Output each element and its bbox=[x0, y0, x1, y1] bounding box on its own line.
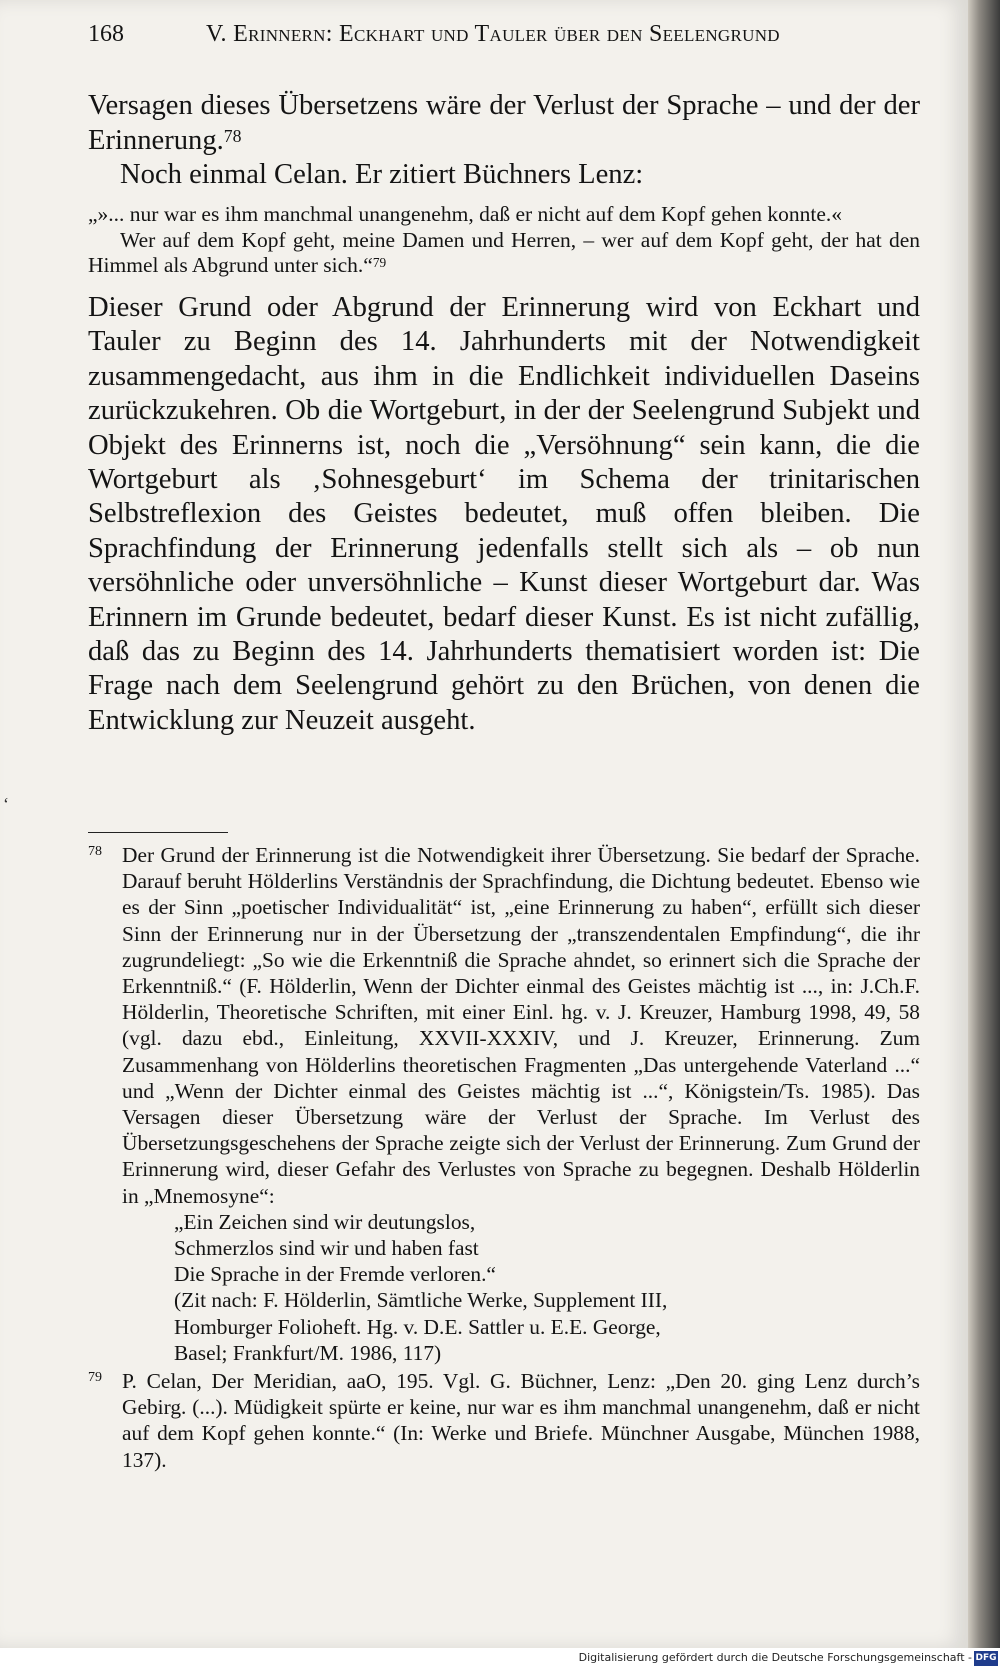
book-spine-edge bbox=[968, 0, 1000, 1648]
poem-citation-line: Homburger Folioheft. Hg. v. D.E. Sattler u. E.E. George, bbox=[174, 1314, 661, 1339]
footnote-ref-78[interactable]: 78 bbox=[223, 126, 242, 147]
funding-credit: Digitalisierung gefördert durch die Deutsche Forschungsgemeinschaft - bbox=[578, 1651, 972, 1664]
paragraph-3: Dieser Grund oder Abgrund der Erinnerung wird von Eckhart und Tauler zu Beginn des 14. Jahrhunderts mit der Notwendigkeit zusammengedacht, aus ihm in die Endlichkeit individuellen Daseins zurückzukehren. Ob die Wortgeburt, in der der Seelengrund Subjekt und Objekt des Erinnerns ist, noch die „Versöhnung“ sein kann, die die Wortgeburt als ‚Sohnesgeburt‘ im Schema der trinitarischen Selbstreflexion des Geistes bedeutet, muß offen bleiben. Die Sprachfindung der Erinnerung jedenfalls stellt sich als – ob nun versöhnliche oder unversöhnliche – Kunst dieser Wortgeburt dar. Was Erinnern im Grunde bedeutet, bedarf dieser Kunst. Es ist nicht zufällig, daß das zu Beginn des 14. Jahrhunderts thematisiert worden ist: Die Frage nach dem Seelengrund gehört zu den Brüchen, von denen die Entwicklung zur Neuzeit ausgeht. bbox=[88, 292, 920, 736]
footnote-separator bbox=[88, 832, 228, 833]
main-text bbox=[88, 89, 920, 738]
dfg-logo: DFG bbox=[974, 1651, 998, 1666]
footnote-number: 79 bbox=[88, 1370, 102, 1386]
poem-line: Die Sprache in der Fremde verloren.“ bbox=[174, 1262, 496, 1287]
running-title: V. Erinnern: Eckhart und Tauler über den Seelengrund bbox=[206, 21, 780, 47]
footnotes bbox=[88, 842, 920, 1473]
paragraph-2: Noch einmal Celan. Er zitiert Büchners Lenz: bbox=[120, 159, 644, 190]
footnote-text: Der Grund der Erinnerung ist die Notwendigkeit ihrer Übersetzung. Sie bedarf der Sprache. Darauf beruht Hölderlins Verständnis der Sprachfindung, die Dichtung bedeutet. Ebenso wie es der Sinn „poetischer Individualität“ ist, „eine Erinnerung zu haben“, erfüllt sich dieser Sinn der Erinnerung nur in der Übersetzung der „transzendentalen Empfindung“, die ihr zugrundeliegt: „So wie die Erkenntniß die Sprache ahndet, so erinnert sich die Sprache der Erkenntniß.“ (F. Hölderlin, Wenn der Dichter einmal des Geistes mächtig ist ..., in: J.Ch.F. Hölderlin, Theoretische Schriften, mit einer Einl. hg. v. J. Kreuzer, Hamburg 1998, 49, 58 (vgl. dazu ebd., Einleitung, XXVII-XXXIV, und J. Kreuzer, Erinnerung. Zum Zusammenhang von Hölderlins theoretischen Fragmenten „Das untergehende Vaterland ...“ und „Wenn der Dichter einmal des Geistes mächtig ist ...“, Königstein/Ts. 1985). Das Versagen dieser Übersetzung wäre der Verlust der Sprache. Im Verlust des Übersetzungsgeschehens der Sprache zeigte sich der Verlust der Erinnerung. Zum Grund der Erinnerung wird, dieser Gefahr des Verlustes von Sprache zu begegnen. Deshalb Hölderlin in „Mnemosyne“: bbox=[122, 843, 920, 1208]
page-number: 168 bbox=[88, 21, 124, 47]
page-header bbox=[88, 21, 918, 51]
footnote-78 bbox=[88, 842, 920, 1366]
poem-line: „Ein Zeichen sind wir deutungslos, bbox=[174, 1209, 476, 1234]
paragraph-1: Versagen dieses Übersetzens wäre der Verlust der Sprache – und der der Erinnerung.$^{78}$ bbox=[88, 90, 920, 156]
credit-bar bbox=[0, 1648, 1000, 1670]
poem-line: Schmerzlos sind wir und haben fast bbox=[174, 1236, 479, 1261]
footnote-79 bbox=[88, 1368, 920, 1473]
block-quote-2: Wer auf dem Kopf geht, meine Damen und Herren, – wer auf dem Kopf geht, der hat den Himmel als Abgrund unter sich.“$^{79}$ bbox=[88, 228, 920, 277]
poem-citation-line: (Zit nach: F. Hölderlin, Sämtliche Werke, Supplement III, bbox=[174, 1288, 668, 1313]
block-quote-1: „»... nur war es ihm manchmal unangenehm, daß er nicht auf dem Kopf gehen konnte.« bbox=[88, 201, 843, 226]
margin-mark: ‘ bbox=[3, 794, 9, 814]
footnote-number: 78 bbox=[88, 844, 102, 859]
poem-citation-line: Basel; Frankfurt/M. 1986, 117) bbox=[174, 1340, 442, 1365]
footnote-text: P. Celan, Der Meridian, aaO, 195. Vgl. G. Büchner, Lenz: „Den 20. ging Lenz durch’s Gebirg. (...). Müdigkeit spürte er keine, nur war es ihm manchmal unangenehm, daß er nicht auf dem Kopf gehen konnte.“ (In: Werke und Briefe. Münchner Ausgabe, München 1988, 137). bbox=[122, 1369, 920, 1472]
footnote-ref-79[interactable]: 79 bbox=[372, 254, 387, 270]
